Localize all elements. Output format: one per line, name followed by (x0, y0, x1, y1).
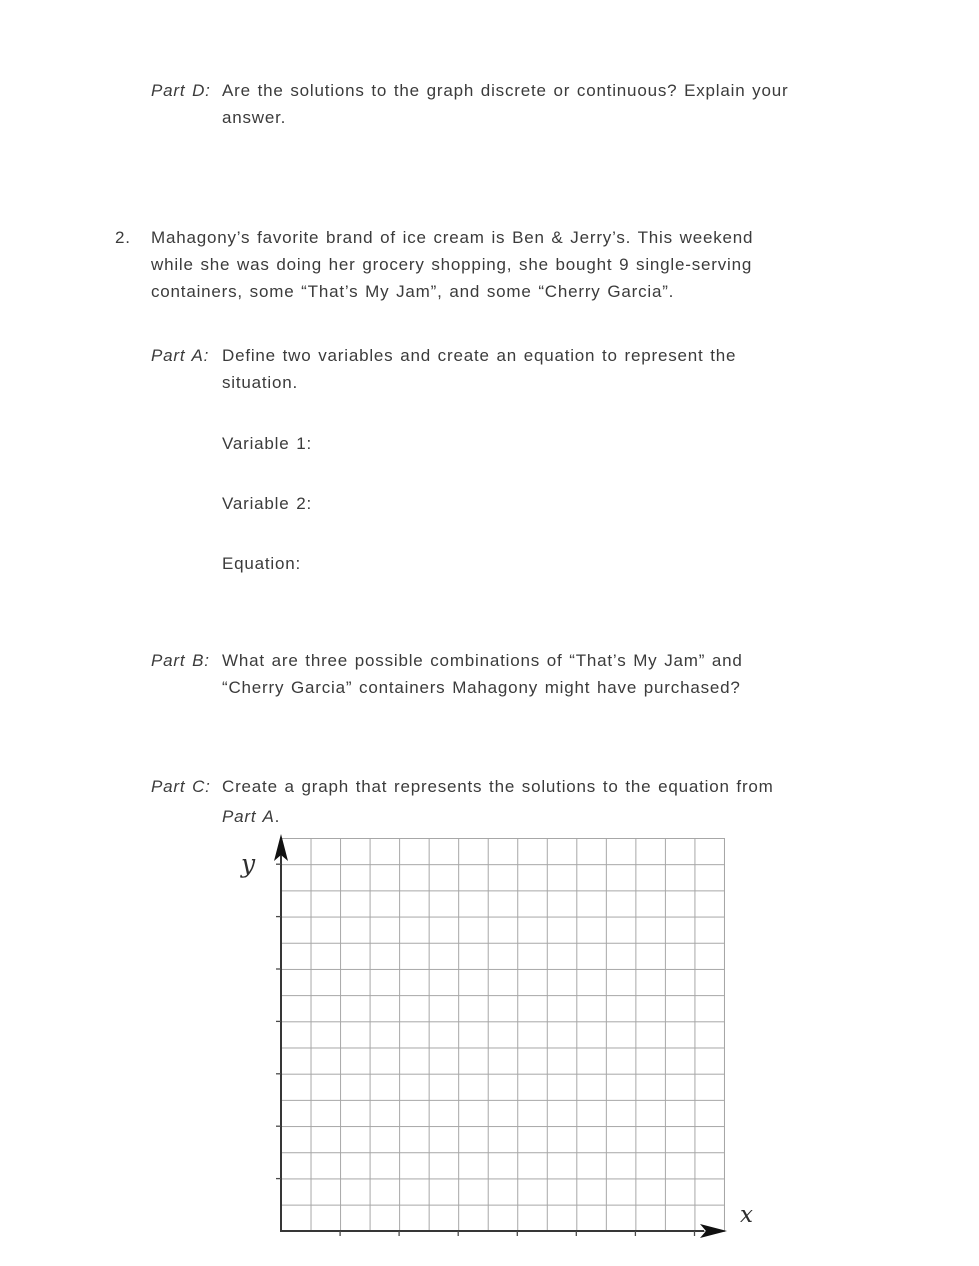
question-2-text-line: Mahagony’s favorite brand of ice cream is Ben & Jerry’s. This weekend (151, 228, 754, 247)
x-axis-label: x (740, 1202, 753, 1228)
question-2-text-line: containers, some “That’s My Jam”, and some “Cherry Garcia”. (151, 282, 675, 301)
part-a-text (222, 342, 736, 396)
question-2-section (115, 224, 753, 305)
part-a-reference-period: . (274, 807, 281, 826)
part-c-label: Part C: (151, 777, 211, 796)
part-d-label: Part D: (151, 81, 211, 100)
part-c-section (151, 773, 774, 800)
part-d-text (222, 77, 788, 131)
y-axis-label: y (241, 849, 256, 878)
part-b-section (151, 647, 743, 701)
part-b-text-line: “Cherry Garcia” containers Mahagony might have purchased? (222, 678, 741, 697)
graph-grid (281, 838, 725, 1232)
part-a-label: Part A: (151, 346, 210, 365)
part-c-text-line-2 (222, 803, 280, 830)
part-d-section (151, 77, 788, 131)
question-2-number: 2. (115, 228, 131, 247)
part-a-section (151, 342, 736, 396)
part-c-text (222, 773, 774, 800)
equation-field-label: Equation: (222, 554, 302, 573)
part-b-label: Part B: (151, 651, 210, 670)
part-b-text-line: What are three possible combinations of “That’s My Jam” and (222, 651, 743, 670)
part-a-text-line: situation. (222, 373, 299, 392)
question-2-text (151, 224, 753, 305)
part-d-text-line: Are the solutions to the graph discrete or continuous? Explain your (222, 81, 789, 100)
variable-2-field-label: Variable 2: (222, 494, 313, 513)
part-c-text-line: Create a graph that represents the solutions to the equation from (222, 777, 774, 796)
question-2-text-line: while she was doing her grocery shopping, she bought 9 single-serving (151, 255, 753, 274)
part-d-text-line: answer. (222, 108, 287, 127)
part-a-text-line: Define two variables and create an equation to represent the (222, 346, 737, 365)
part-a-reference: Part A (222, 807, 275, 826)
variable-1-field-label: Variable 1: (222, 434, 313, 453)
part-b-text (222, 647, 743, 701)
